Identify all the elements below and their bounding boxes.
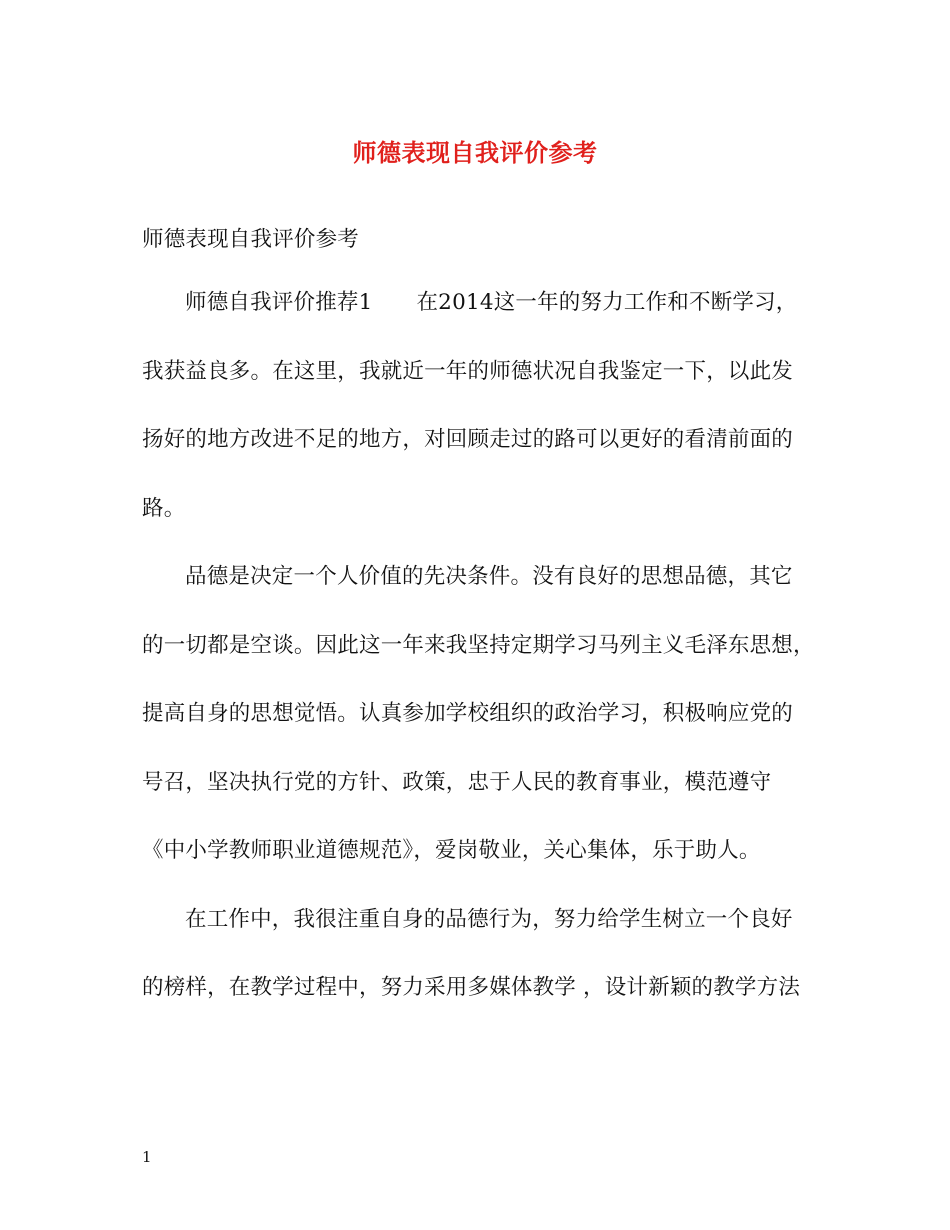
section-label: 师德自我评价推荐1	[185, 290, 373, 315]
document-title: 师德表现自我评价参考	[352, 138, 598, 167]
paragraph-line: 在工作中，我很注重自身的品德行为，努力给学生树立一个良好	[185, 907, 793, 932]
paragraph-line: 号召，坚决执行党的方针、政策，忠于人民的教育事业，模范遵守	[142, 770, 772, 795]
paragraph-line: 提高自身的思想觉悟。认真参加学校组织的政治学习，积极响应党的	[142, 701, 794, 726]
paragraph-line: 品德是决定一个人价值的先决条件。没有良好的思想品德，其它	[185, 564, 793, 589]
paragraph-text: 在2014这一年的努力工作和不断学习，	[416, 290, 798, 315]
paragraph-line: 我获益良多。在这里，我就近一年的师德状况自我鉴定一下，以此发	[142, 359, 794, 384]
paragraph-line: 路。	[142, 496, 186, 521]
paragraph-line: 的一切都是空谈。因此这一年来我坚持定期学习马列主义毛泽东思想，	[142, 633, 815, 658]
paragraph-line	[185, 285, 798, 316]
paragraph-line: 扬好的地方改进不足的地方，对回顾走过的路可以更好的看清前面的	[142, 427, 794, 452]
paragraph-line: 的榜样，在教学过程中，努力采用多媒体教学 ，设计新颖的教学方法	[142, 975, 801, 1000]
page-number: 1	[142, 1148, 152, 1166]
document-subtitle: 师德表现自我评价参考	[142, 227, 360, 252]
paragraph-line: 《中小学教师职业道德规范》，爱岗敬业，关心集体，乐于助人。	[142, 838, 761, 863]
